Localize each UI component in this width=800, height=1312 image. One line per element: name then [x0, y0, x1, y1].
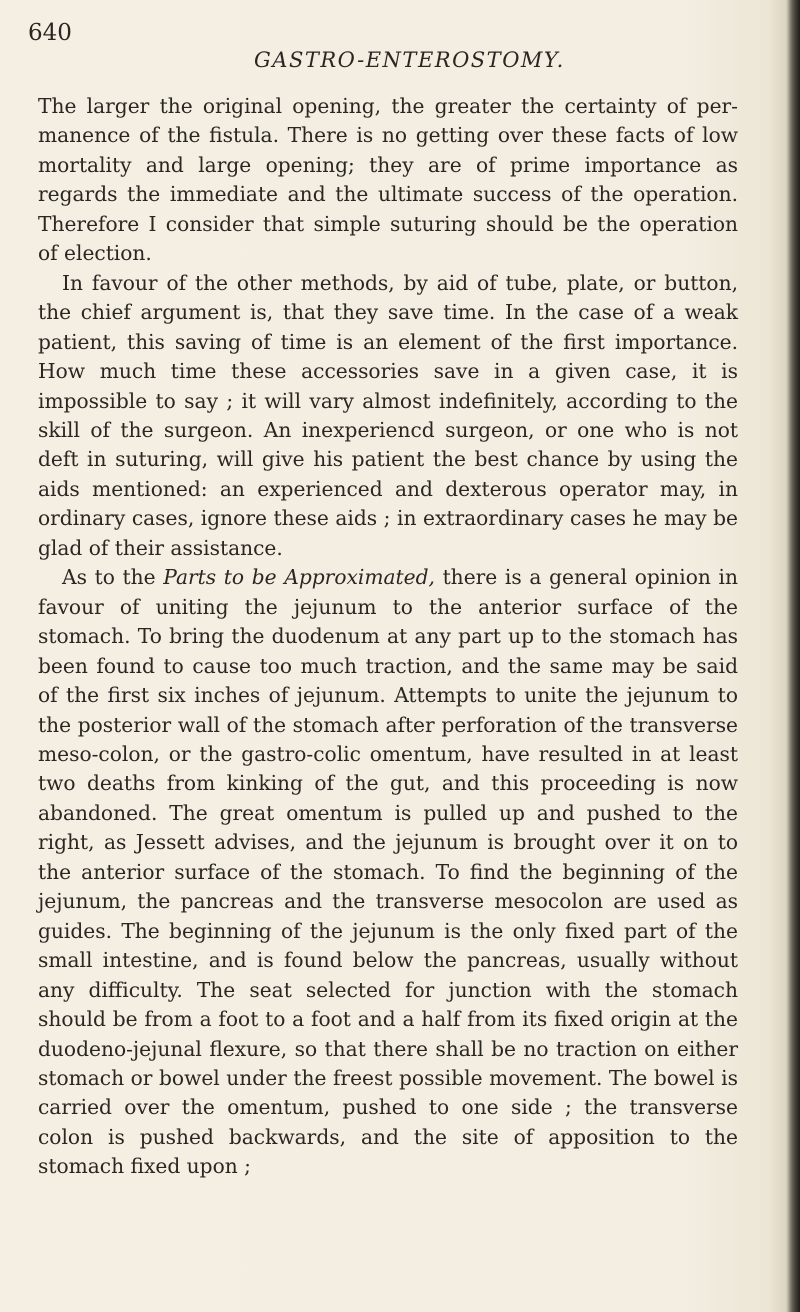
- running-head: GASTRO-ENTEROSTOMY.: [254, 48, 565, 72]
- body-text: [38, 92, 738, 1182]
- paragraph-3-body: there is a general opinion in favour of uniting the jejunum to the anterior surface of the stomach. To bring the duodenum at any part up to the stomach has been found to cause too much traction, and the same may be said of the first six inches of jejunum. Attempts to unite the jejunum to the posterior wall of the stomach after perforation of the transverse meso-colon, or the gastro-colic omentum, have resulted in at least two deaths from kinking of the gut, and this proceeding is now abandoned. The great omentum is pulled up and pushed to the right, as Jessett advises, and the jejunum is brought over it on to the anterior surface of the stomach. To find the beginning of the jejunum, the pancreas and the transverse mesocolon are used as guides. The beginning of the jejunum is the only fixed part of the small intestine, and is found below the pancreas, usually without any difficulty. The seat selected for junction with the stomach should be from a foot to a foot and a half from its fixed origin at the duodeno-jejunal flexure, so that there shall be no traction on either stomach or bowel under the freest possible movement. The bowel is carried over the omentum, pushed to one side ; the transverse colon is pushed backwards, and the site of apposition to the stomach fixed upon ;: [38, 565, 738, 1179]
- page-binding-edge: [786, 0, 800, 1312]
- page-number: 640: [28, 20, 72, 46]
- paragraph-3: [38, 563, 738, 1182]
- paragraph-1: The larger the original opening, the greater the certainty of permanence of the fistula. There is no getting over these facts of low mortality and large opening; they are of prime importance as regards the immediate and the ultimate success of the operation. Therefore I consider that simple suturing should be the operation of election.: [38, 94, 738, 266]
- paragraph-3-emphasis: Parts to be Approximated,: [163, 565, 435, 590]
- paragraph-3-lead: As to the: [62, 565, 164, 590]
- paragraph-2: In favour of the other methods, by aid of tube, plate, or button, the chief argument is, that they save time. In the case of a weak patient, this saving of time is an element of the first importance. How much time these accessories save in a given case, it is impossible to say ; it will vary almost indefinitely, according to the skill of the surgeon. An inexperiencd surgeon, or one who is not deft in suturing, will give his patient the best chance by using the aids mentioned: an experienced and dexterous operator may, in ordinary cases, ignore these aids ; in extraordinary cases he may be glad of their assistance.: [38, 270, 738, 560]
